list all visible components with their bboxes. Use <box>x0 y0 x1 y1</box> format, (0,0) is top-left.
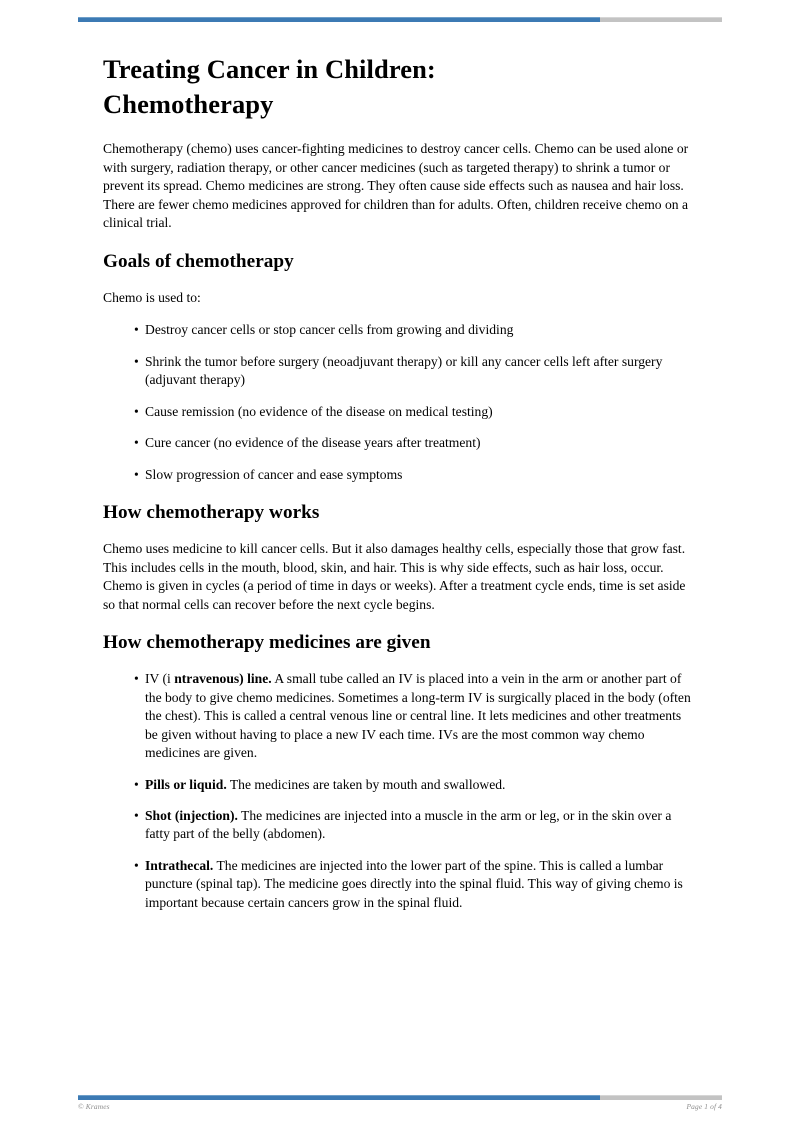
list-item <box>103 857 695 912</box>
footer-copyright: © Krames <box>78 1102 110 1111</box>
list-item <box>103 776 695 794</box>
list-item <box>103 807 695 844</box>
list-item <box>103 670 695 762</box>
bullet-icon: • <box>134 857 139 873</box>
list-item-lead-suffix: ntravenous) line. <box>174 671 272 687</box>
footer-page-number: Page 1 of 4 <box>686 1102 722 1111</box>
list-item-text: A small tube called an IV is placed into a vein in the arm or another part of the body to give chemo medicines. Sometimes a long-term IV is surgically placed in the body (often the chest). This is called a central venous line or central line. It lets medicines and other treatments be given without having to place a new IV each time. IVs are the most common way chemo medicines are given. <box>145 671 691 761</box>
bullet-icon: • <box>134 807 139 823</box>
list-item-lead-in: Shot (injection). <box>145 807 238 823</box>
list-item-lead-prefix: IV (i <box>145 671 171 687</box>
list-item <box>103 403 695 421</box>
list-item-text: Cure cancer (no evidence of the disease years after treatment) <box>145 435 481 451</box>
bullet-icon: • <box>134 322 139 338</box>
document-content <box>103 52 695 918</box>
list-item-text: Cause remission (no evidence of the disease on medical testing) <box>145 403 493 419</box>
bullet-icon: • <box>134 671 139 687</box>
list-item-lead-in <box>145 671 272 686</box>
goals-bullet-list <box>103 321 695 484</box>
header-rule-grey-segment <box>600 17 722 22</box>
page-footer <box>78 1102 722 1111</box>
list-item-lead-in: Pills or liquid. <box>145 776 227 792</box>
goals-intro-text: Chemo is used to: <box>103 289 201 305</box>
list-item-text: Slow progression of cancer and ease symptoms <box>145 466 403 482</box>
list-item-text: Destroy cancer cells or stop cancer cells from growing and dividing <box>145 322 514 338</box>
how-it-works-paragraph: Chemo uses medicine to kill cancer cells. But it also damages healthy cells, especially those that grow fast. This includes cells in the mouth, blood, skin, and hair. This is why side effects, such as hair loss, occur. Chemo is given in cycles (a period of time in days or weeks). After a treatment cycle ends, time is set aside so that normal cells can recover before the next cycle begins. <box>103 541 686 612</box>
bullet-icon: • <box>134 466 139 482</box>
header-rule <box>78 17 722 22</box>
footer-rule-grey-segment <box>600 1095 722 1100</box>
header-rule-blue-segment <box>78 17 600 22</box>
list-item <box>103 434 695 452</box>
footer-rule-blue-segment <box>78 1095 600 1100</box>
how-given-bullet-list <box>103 670 695 912</box>
bullet-icon: • <box>134 353 139 369</box>
list-item-text: The medicines are injected into the lower part of the spine. This is called a lumbar puncture (spinal tap). The medicine goes directly into the spinal fluid. This way of giving chemo is important because certain cancers grow in the spinal fluid. <box>145 857 683 910</box>
list-item-text: The medicines are taken by mouth and swallowed. <box>229 776 506 792</box>
bullet-icon: • <box>134 403 139 419</box>
list-item-text: Shrink the tumor before surgery (neoadjuvant therapy) or kill any cancer cells left after surgery (adjuvant therapy) <box>145 353 663 388</box>
list-item <box>103 321 695 339</box>
list-item <box>103 353 695 390</box>
list-item-lead-in: Intrathecal. <box>145 857 214 873</box>
bullet-icon: • <box>134 776 139 792</box>
footer-rule <box>78 1095 722 1100</box>
list-item <box>103 466 695 484</box>
section-heading-how-it-works: How chemotherapy works <box>103 502 320 524</box>
intro-paragraph: Chemotherapy (chemo) uses cancer-fighting medicines to destroy cancer cells. Chemo can be used alone or with surgery, radiation therapy, or other cancer medicines (such as targeted therapy) to shrink a tumor or prevent its spread. Chemo medicines are strong. They often cause side effects such as nausea and hair loss. There are fewer chemo medicines approved for children than for adults. Often, children receive chemo on a clinical trial. <box>103 141 689 231</box>
list-item-text: The medicines are injected into a muscle in the arm or leg, or in the skin over a fatty part of the belly (abdomen). <box>145 807 672 842</box>
section-heading-goals: Goals of chemotherapy <box>103 250 294 272</box>
section-heading-how-given: How chemotherapy medicines are given <box>103 632 431 654</box>
bullet-icon: • <box>134 435 139 451</box>
page-title: Treating Cancer in Children: Chemotherapy <box>103 54 436 120</box>
